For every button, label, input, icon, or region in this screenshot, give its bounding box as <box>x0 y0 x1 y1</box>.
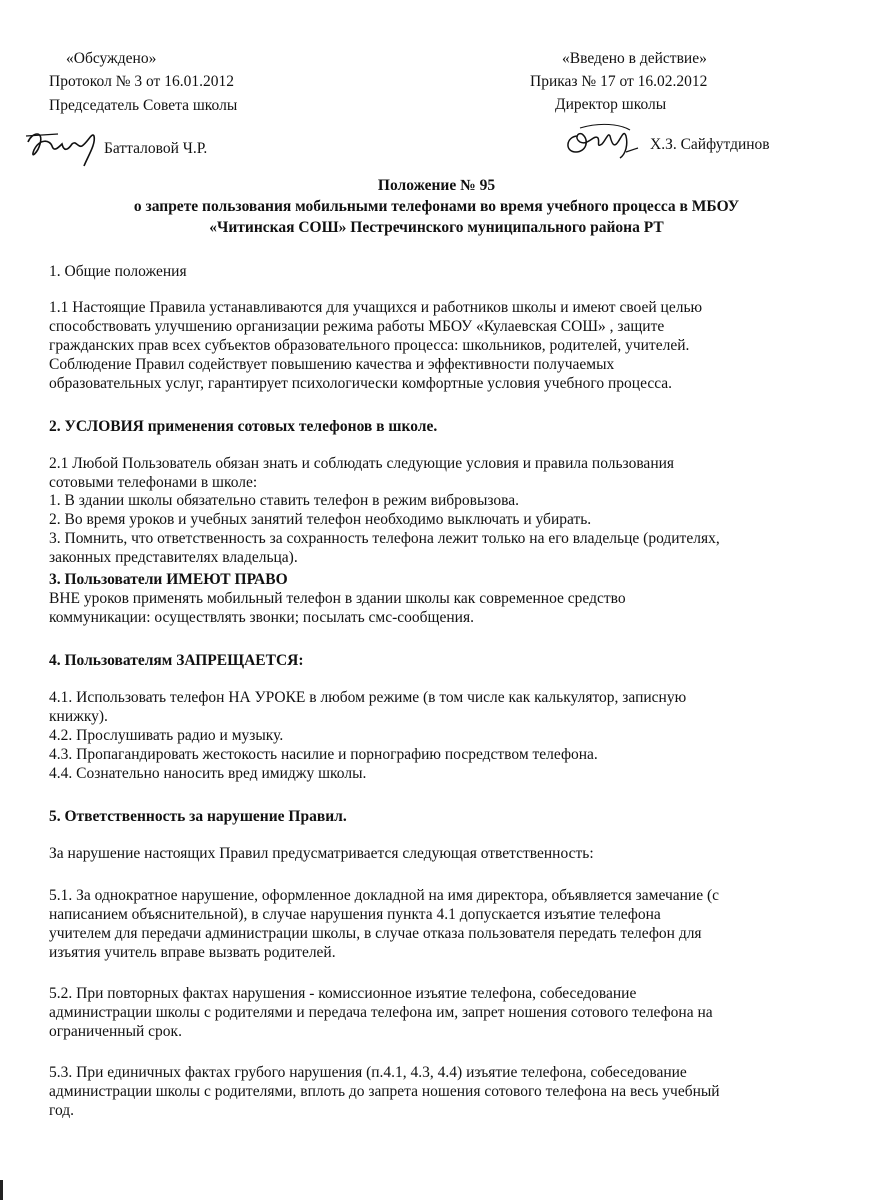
para-2-line: 3. Помнить, что ответственность за сохранность телефона лежит только на его владельце (родителях, <box>49 530 720 547</box>
para-1-1-line: способствовать улучшению организации режима работы МБОУ «Кулаевская СОШ» , защите <box>49 318 665 335</box>
para-4-line: 4.1. Использовать телефон НА УРОКЕ в любом режиме (в том числе как калькулятор, записную <box>49 689 687 706</box>
protocol-line: Протокол № 3 от 16.01.2012 <box>49 73 234 90</box>
section-5-heading: 5. Ответственность за нарушение Правил. <box>49 808 347 825</box>
section-4-heading: 4. Пользователям ЗАПРЕЩАЕТСЯ: <box>49 652 304 669</box>
para-2-line: 2. Во время уроков и учебных занятий телефон необходимо выключать и убирать. <box>49 511 592 528</box>
para-4-line: 4.3. Пропагандировать жестокость насилие и порнографию посредством телефона. <box>49 746 598 763</box>
order-line: Приказ № 17 от 16.02.2012 <box>530 73 708 90</box>
chairman-signature <box>22 122 102 172</box>
section-3-heading: 3. Пользователи ИМЕЮТ ПРАВО <box>49 571 288 588</box>
doc-title-subject: о запрете пользования мобильными телефонами во время учебного процесса в МБОУ <box>133 198 740 215</box>
doc-title-school: «Читинская СОШ» Пестречинского муниципального района РТ <box>209 219 664 236</box>
para-5-3-line: администрации школы с родителями, вплоть до запрета ношения сотового телефона на весь учебный <box>49 1083 720 1100</box>
para-4-line: 4.4. Сознательно наносить вред имиджу школы. <box>49 765 367 782</box>
director-name: Х.З. Сайфутдинов <box>650 136 770 153</box>
para-2-line: 2.1 Любой Пользователь обязан знать и соблюдать следующие условия и правила пользования <box>49 455 675 472</box>
para-4-line: 4.2. Прослушивать радио и музыку. <box>49 727 284 744</box>
para-2-line: сотовыми телефонами в школе: <box>49 474 258 491</box>
scan-edge-mark <box>0 1180 3 1200</box>
section-1-heading: 1. Общие положения <box>49 263 187 280</box>
para-3-line: коммуникации: осуществлять звонки; посылать смс-сообщения. <box>49 609 474 626</box>
para-1-1-line: Соблюдение Правил содействует повышению качества и эффективности получаемых <box>49 356 615 373</box>
para-5-2-line: ограниченный срок. <box>49 1023 182 1040</box>
doc-title-number: Положение № 95 <box>377 177 496 194</box>
para-5-1-line: изъятия учитель вправе вызвать родителей. <box>49 944 336 961</box>
section-2-heading: 2. УСЛОВИЯ применения сотовых телефонов в школе. <box>49 418 438 435</box>
para-5-3-line: 5.3. При единичных фактах грубого нарушения (п.4.1, 4.3, 4.4) изъятие телефона, собеседование <box>49 1064 687 1081</box>
para-1-1-line: 1.1 Настоящие Правила устанавливаются для учащихся и работников школы и имеют своей целью <box>49 299 703 316</box>
discussed-label: «Обсуждено» <box>66 50 157 67</box>
para-4-line: книжку). <box>49 708 108 725</box>
para-5-1-line: учителем для передачи администрации школы, в случае отказа пользователя передать телефон для <box>49 925 702 942</box>
director-signature <box>560 118 642 168</box>
para-3-line: ВНЕ уроков применять мобильный телефон в здании школы как современное средство <box>49 590 626 607</box>
introduced-label: «Введено в действие» <box>562 50 707 67</box>
chairman-line: Председатель Совета школы <box>49 97 238 114</box>
para-1-1-line: гражданских прав всех субъектов образовательного процесса: школьников, родителей, учителей. <box>49 337 690 354</box>
para-5-intro: За нарушение настоящих Правил предусматривается следующая ответственность: <box>49 845 594 862</box>
para-5-3-line: год. <box>49 1102 75 1119</box>
para-5-1-line: 5.1. За однократное нарушение, оформленное докладной на имя директора, объявляется замечание (с <box>49 887 720 904</box>
para-2-line: 1. В здании школы обязательно ставить телефон в режим вибровызова. <box>49 492 520 509</box>
para-5-2-line: 5.2. При повторных фактах нарушения - комиссионное изъятие телефона, собеседование <box>49 985 637 1002</box>
para-5-2-line: администрации школы с родителями и передача телефона им, запрет ношения сотового телефона на <box>49 1004 713 1021</box>
para-5-1-line: написанием объяснительной), в случае нарушения пункта 4.1 допускается изъятие телефона <box>49 906 661 923</box>
para-1-1-line: образовательных услуг, гарантирует психологически комфортные условия учебного процесса. <box>49 375 673 392</box>
chairman-name: Батталовой Ч.Р. <box>104 140 208 157</box>
para-2-line: законных представителях владельца). <box>49 549 298 566</box>
director-line: Директор школы <box>555 96 667 113</box>
